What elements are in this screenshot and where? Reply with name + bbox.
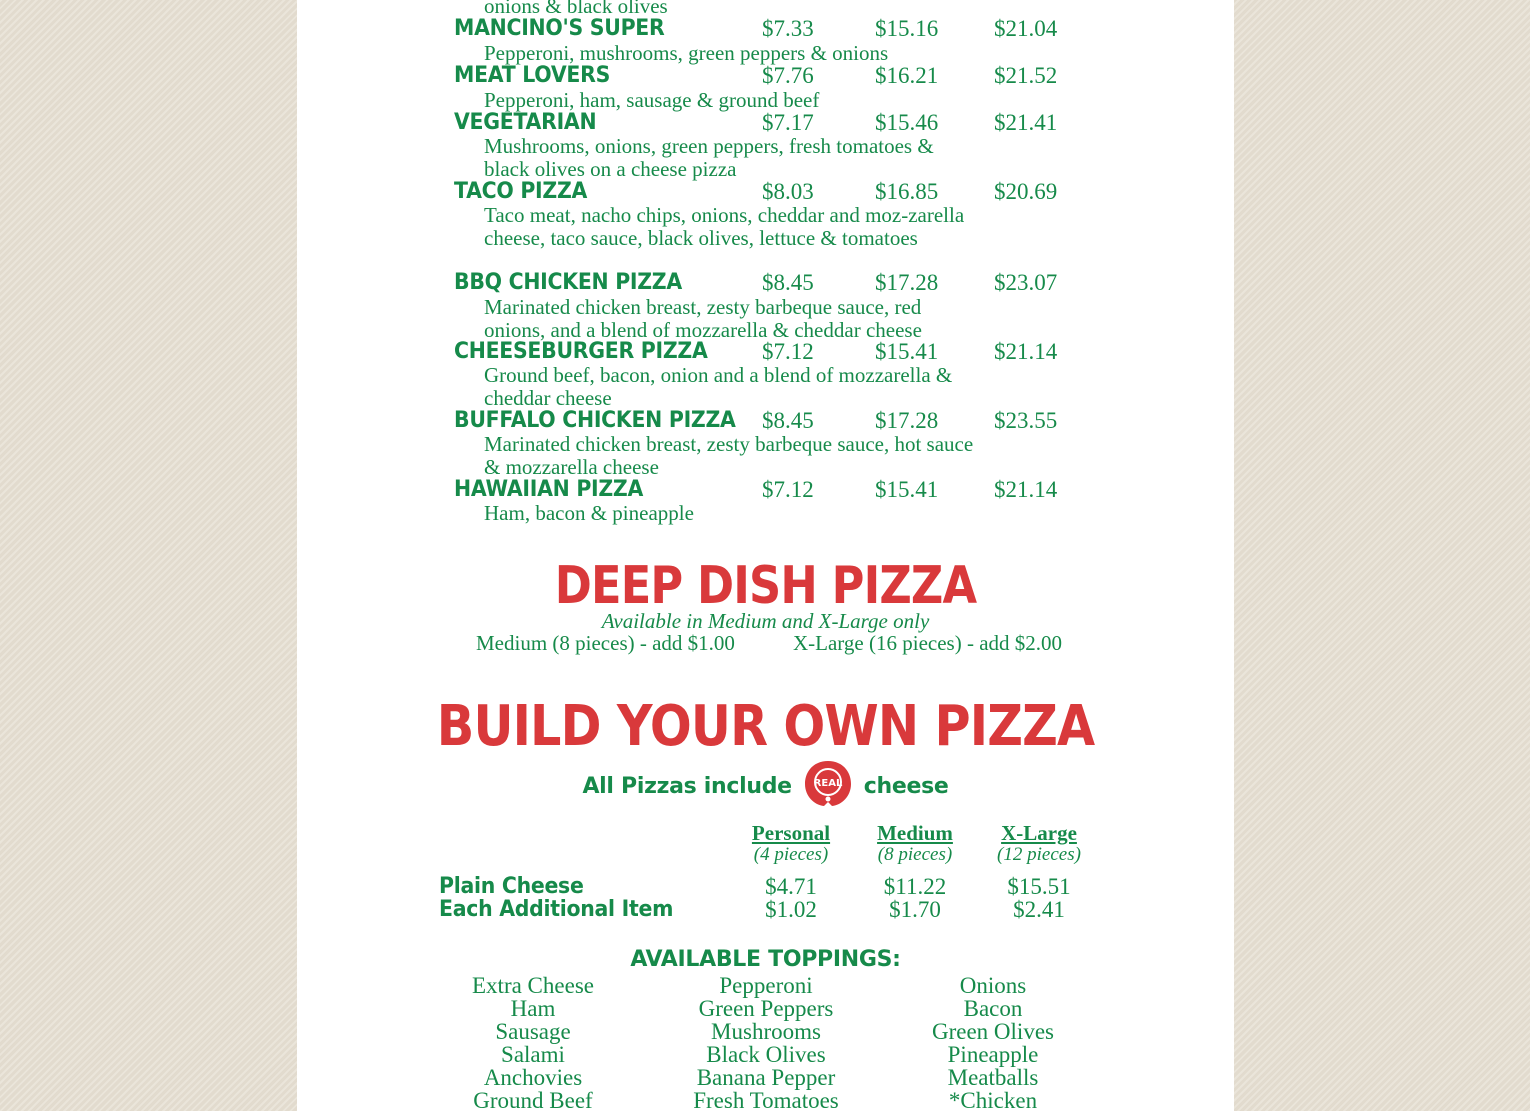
price-medium: $17.28 — [875, 408, 939, 433]
topping-item: Anchovies — [483, 1065, 583, 1090]
pizza-name: VEGETARIAN — [454, 110, 597, 135]
topping-item: Banana Pepper — [696, 1065, 836, 1090]
deep-dish-subtitle: Available in Medium and X-Large only — [601, 609, 930, 633]
price-personal: $8.03 — [762, 179, 814, 204]
price-xlarge: $23.07 — [994, 270, 1058, 295]
size-column-header: Medium — [877, 821, 953, 845]
topping-item: Mushrooms — [711, 1019, 821, 1044]
size-column-pieces: (8 pieces) — [877, 844, 953, 865]
price-medium: $15.46 — [875, 110, 939, 135]
topping-item: Pepperoni — [719, 973, 813, 998]
build-your-own-heading: BUILD YOUR OWN PIZZA — [436, 694, 1095, 759]
price-personal: $7.12 — [762, 477, 814, 502]
topping-item: Extra Cheese — [472, 973, 594, 998]
price-xlarge: $21.14 — [994, 477, 1058, 502]
topping-item: Pineapple — [947, 1042, 1039, 1067]
topping-item: Ham — [510, 996, 556, 1021]
price-medium: $15.41 — [875, 477, 939, 502]
build-price: $4.71 — [765, 874, 817, 899]
price-personal: $7.76 — [762, 63, 814, 88]
real-seal-icon — [802, 758, 854, 815]
build-row-label: Each Additional Item — [439, 897, 674, 922]
deep-dish-medium-price: Medium (8 pieces) - add $1.00 — [476, 631, 735, 655]
price-xlarge: $21.14 — [994, 339, 1058, 364]
topping-item: Fresh Tomatoes — [693, 1088, 839, 1111]
topping-item: Green Peppers — [698, 996, 834, 1021]
build-row-label: Plain Cheese — [439, 874, 584, 899]
pizza-name: CHEESEBURGER PIZZA — [454, 339, 708, 364]
topping-item: Bacon — [963, 996, 1023, 1021]
price-xlarge: $21.04 — [994, 16, 1058, 41]
price-personal: $8.45 — [762, 270, 814, 295]
topping-item: Green Olives — [932, 1019, 1054, 1044]
topping-item: *Chicken — [948, 1088, 1038, 1111]
pizza-description: Mushrooms, onions, green peppers, fresh tomatoes & black olives on a cheese pizza — [484, 134, 934, 181]
previous-item-description: onions & black olives — [484, 0, 668, 18]
price-xlarge: $21.41 — [994, 110, 1058, 135]
pizza-name: BUFFALO CHICKEN PIZZA — [454, 408, 736, 433]
pizza-name: MANCINO'S SUPER — [454, 16, 665, 41]
tagline-text: All Pizzas include — [582, 773, 792, 799]
toppings-column — [646, 974, 886, 1111]
build-price: $1.70 — [889, 897, 941, 922]
pizza-name: TACO PIZZA — [454, 179, 588, 204]
topping-item: Onions — [959, 973, 1027, 998]
toppings-heading: AVAILABLE TOPPINGS: — [630, 947, 901, 972]
price-xlarge: $20.69 — [994, 179, 1058, 204]
build-price: $15.51 — [1007, 874, 1071, 899]
pizza-description: Pepperoni, ham, sausage & ground beef — [484, 88, 820, 112]
svg-text:REAL: REAL — [813, 778, 843, 789]
price-medium: $16.21 — [875, 63, 939, 88]
price-medium: $17.28 — [875, 270, 939, 295]
pizza-description: Ground beef, bacon, onion and a blend of mozzarella & cheddar cheese — [484, 363, 953, 410]
build-price: $1.02 — [765, 897, 817, 922]
price-medium: $16.85 — [875, 179, 939, 204]
pizza-name: MEAT LOVERS — [454, 63, 611, 88]
price-personal: $7.33 — [762, 16, 814, 41]
price-medium: $15.16 — [875, 16, 939, 41]
cheese-tagline — [297, 758, 1234, 815]
size-column-pieces: (4 pieces) — [753, 844, 829, 865]
price-personal: $7.12 — [762, 339, 814, 364]
size-column-header: Personal — [751, 821, 831, 845]
price-personal: $7.17 — [762, 110, 814, 135]
deep-dish-xlarge-price: X-Large (16 pieces) - add $2.00 — [793, 631, 1063, 655]
pizza-name: BBQ CHICKEN PIZZA — [454, 270, 682, 295]
topping-item: Salami — [501, 1042, 565, 1067]
pizza-description: Ham, bacon & pineapple — [484, 501, 694, 525]
pizza-description: Taco meat, nacho chips, onions, cheddar and moz-zarella cheese, taco sauce, black olives, lettuce & tomatoes — [484, 203, 965, 250]
size-column-header: X-Large — [1001, 821, 1077, 845]
pizza-description: Pepperoni, mushrooms, green peppers & onions — [484, 41, 889, 65]
toppings-column — [873, 974, 1113, 1111]
tagline-text-end: cheese — [863, 773, 949, 799]
topping-item: Sausage — [495, 1019, 571, 1044]
build-price: $2.41 — [1013, 897, 1065, 922]
build-price: $11.22 — [883, 874, 947, 899]
price-xlarge: $23.55 — [994, 408, 1058, 433]
size-column-pieces: (12 pieces) — [997, 844, 1081, 865]
pizza-description: Marinated chicken breast, zesty barbeque sauce, hot sauce & mozzarella cheese — [484, 432, 974, 479]
toppings-column — [413, 974, 653, 1111]
topping-item: Black Olives — [706, 1042, 826, 1067]
price-medium: $15.41 — [875, 339, 939, 364]
price-xlarge: $21.52 — [994, 63, 1058, 88]
menu-page — [297, 0, 1234, 1111]
topping-item: Ground Beef — [473, 1088, 593, 1111]
pizza-description: Marinated chicken breast, zesty barbeque sauce, red onions, and a blend of mozzarella & cheddar cheese — [484, 295, 922, 342]
topping-item: Meatballs — [947, 1065, 1039, 1090]
pizza-name: HAWAIIAN PIZZA — [454, 477, 644, 502]
deep-dish-heading: DEEP DISH PIZZA — [554, 556, 977, 616]
price-personal: $8.45 — [762, 408, 814, 433]
